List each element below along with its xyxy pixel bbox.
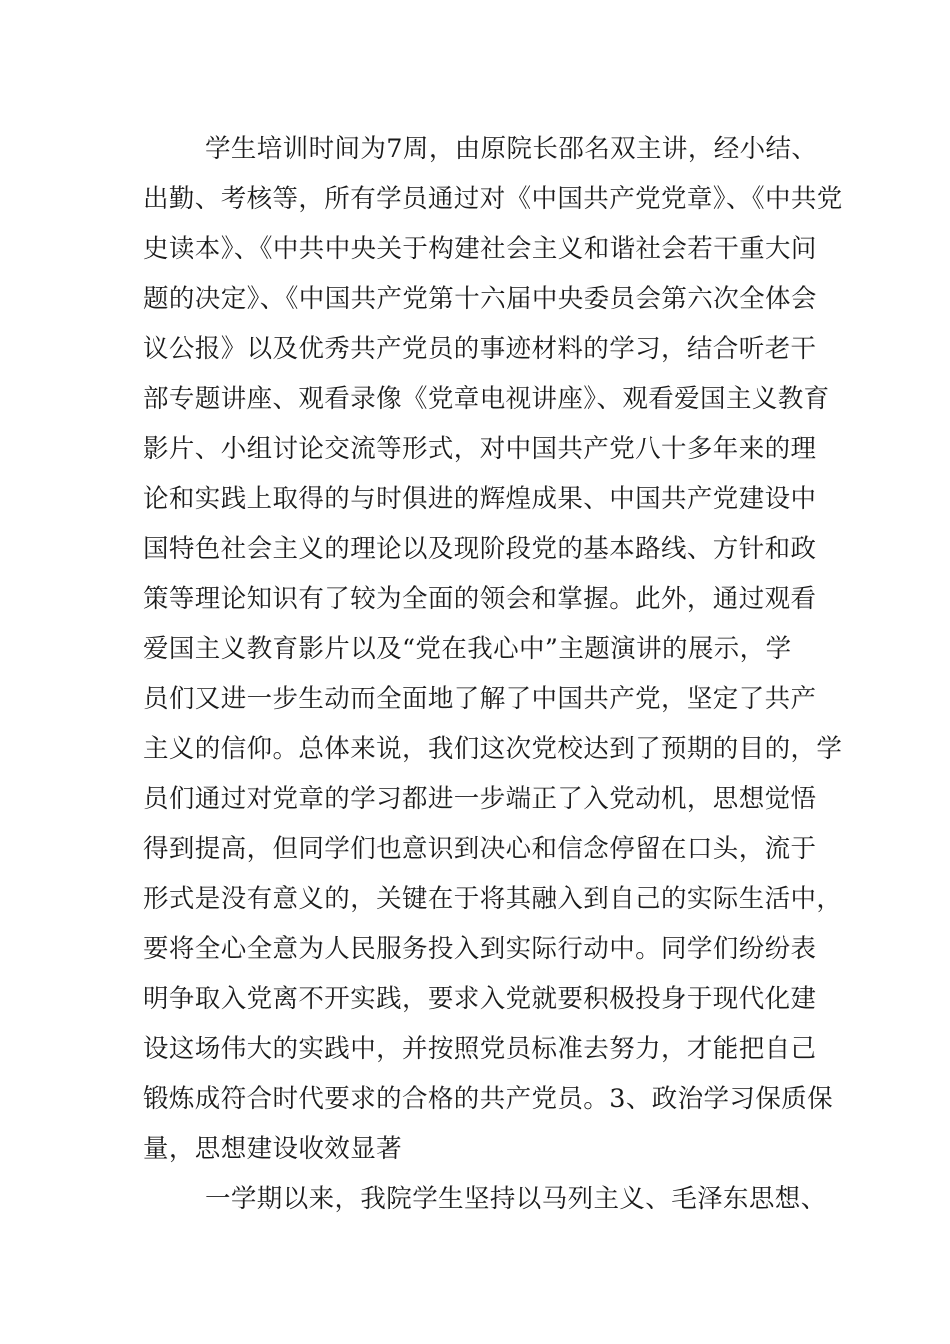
paragraph-1-line-3: 史读本》、《中共中央关于构建社会主义和谐社会若干重大问 bbox=[143, 234, 817, 264]
paragraph-1-line-17: 要将全心全意为人民服务投入到实际行动中。同学们纷纷表 bbox=[143, 934, 817, 964]
paragraph-1-line-11: 爱国主义教育影片以及“党在我心中”主题演讲的展示，学 bbox=[143, 634, 792, 664]
paragraph-1-line-2: 出勤、考核等，所有学员通过对《中国共产党党章》、《中共党 bbox=[143, 184, 843, 214]
paragraph-1-line-20: 锻炼成符合时代要求的合格的共产党员。3、政治学习保质保 bbox=[143, 1084, 834, 1114]
paragraph-1-line-15: 得到提高，但同学们也意识到决心和信念停留在口头，流于 bbox=[143, 834, 817, 864]
paragraph-1-line-4: 题的决定》、《中国共产党第十六届中央委员会第六次全体会 bbox=[143, 284, 817, 314]
paragraph-1-line-1: 学生培训时间为7周，由原院长邵名双主讲，经小结、 bbox=[205, 134, 818, 164]
paragraph-1-line-7: 影片、小组讨论交流等形式，对中国共产党八十多年来的理 bbox=[143, 434, 817, 464]
paragraph-1-line-10: 策等理论知识有了较为全面的领会和掌握。此外，通过观看 bbox=[143, 584, 817, 614]
paragraph-1-line-18: 明争取入党离不开实践，要求入党就要积极投身于现代化建 bbox=[143, 984, 817, 1014]
paragraph-1-line-14: 员们通过对党章的学习都进一步端正了入党动机，思想觉悟 bbox=[143, 784, 817, 814]
paragraph-1-line-21: 量，思想建设收效显著 bbox=[143, 1134, 403, 1164]
paragraph-1-line-8: 论和实践上取得的与时俱进的辉煌成果、中国共产党建设中 bbox=[143, 484, 817, 514]
paragraph-1-line-19: 设这场伟大的实践中，并按照党员标准去努力，才能把自己 bbox=[143, 1034, 817, 1064]
paragraph-2-line-1: 一学期以来，我院学生坚持以马列主义、毛泽东思想、 bbox=[205, 1184, 827, 1214]
paragraph-1-line-12: 员们又进一步生动而全面地了解了中国共产党，坚定了共产 bbox=[143, 684, 817, 714]
paragraph-1-line-9: 国特色社会主义的理论以及现阶段党的基本路线、方针和政 bbox=[143, 534, 817, 564]
paragraph-1-line-5: 议公报》以及优秀共产党员的事迹材料的学习，结合听老干 bbox=[143, 334, 817, 364]
paragraph-1-line-13: 主义的信仰。总体来说，我们这次党校达到了预期的目的，学 bbox=[143, 734, 843, 764]
paragraph-1-line-16: 形式是没有意义的，关键在于将其融入到自己的实际生活中， bbox=[143, 884, 843, 914]
paragraph-1-line-6: 部专题讲座、观看录像《党章电视讲座》、观看爱国主义教育 bbox=[143, 384, 830, 414]
